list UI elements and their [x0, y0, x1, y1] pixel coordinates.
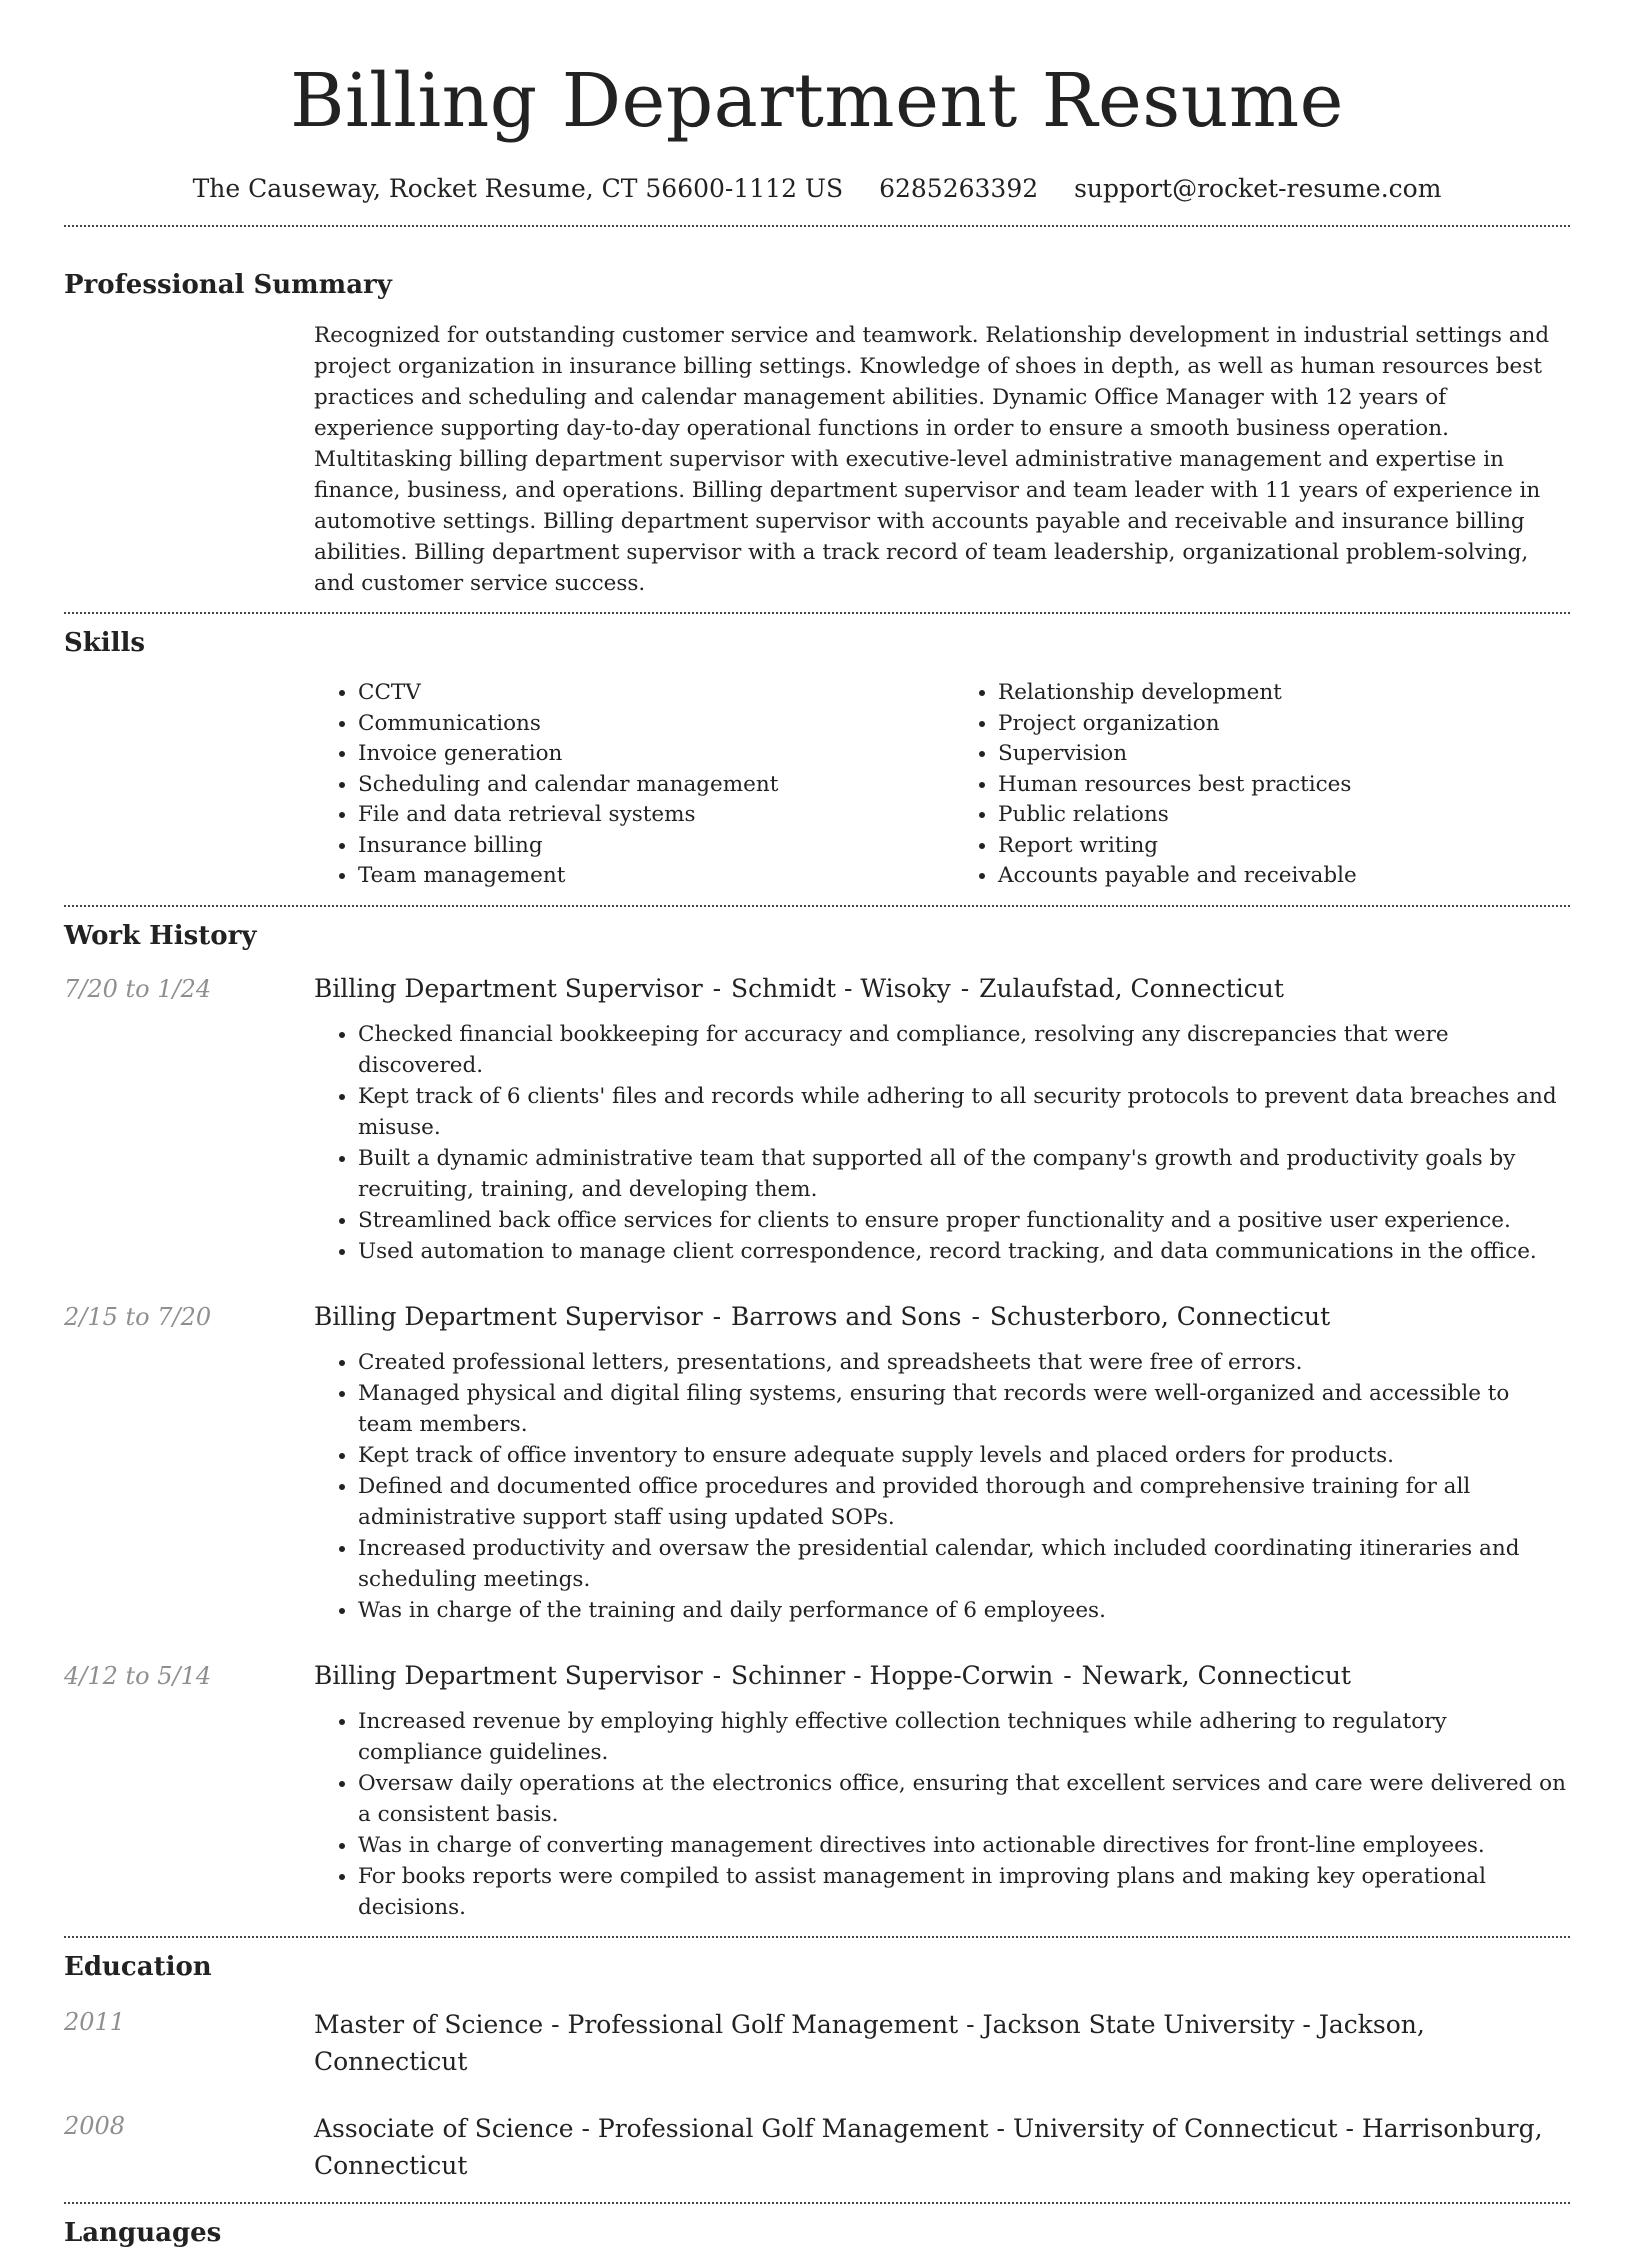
- job-bullet: • Was in charge of the training and daily performance of 6 employees.: [358, 1595, 1570, 1626]
- job-title: Billing Department Supervisor: [314, 1301, 703, 1331]
- page-title: Billing Department Resume: [290, 58, 1344, 144]
- job-bullet: • Kept track of 6 clients' files and records while adhering to all security protocols to prevent data breaches and misuse.: [358, 1081, 1570, 1143]
- education-heading: Education: [64, 1951, 212, 1982]
- skill-item: • Communications: [358, 709, 928, 740]
- job-bullets: [314, 1347, 1570, 1626]
- section-divider: [64, 612, 1570, 614]
- section-divider: [64, 2202, 1570, 2204]
- education-location: Jackson, Connecticut: [314, 2009, 1425, 2076]
- job-bullet: • Streamlined back office services for clients to ensure proper functionality and a positive user experience.: [358, 1205, 1570, 1236]
- separator: -: [960, 973, 970, 1003]
- skill-item: • Invoice generation: [358, 739, 928, 770]
- separator: -: [712, 973, 722, 1003]
- summary-body: [314, 320, 1570, 599]
- job-company: Schinner - Hoppe-Corwin: [731, 1660, 1054, 1690]
- job-bullet: • Oversaw daily operations at the electronics office, ensuring that excellent services and care were delivered on a consistent basis.: [358, 1768, 1570, 1830]
- education-school: Jackson State University: [982, 2009, 1295, 2039]
- contact-address: The Causeway, Rocket Resume, CT 56600-1112 US: [192, 174, 844, 203]
- skills-row: [64, 678, 1570, 892]
- contact-phone: 6285263392: [879, 174, 1039, 203]
- education-body: [314, 2006, 1570, 2080]
- education-section: [64, 1950, 1570, 2184]
- separator: -: [996, 2113, 1005, 2143]
- skill-item: • CCTV: [358, 678, 928, 709]
- job-body: [314, 1301, 1570, 1626]
- education-school: University of Connecticut: [1012, 2113, 1338, 2143]
- job-bullet: • Increased productivity and oversaw the presidential calendar, which included coordinating itineraries and scheduling meetings.: [358, 1533, 1570, 1595]
- work-history-heading: Work History: [64, 920, 257, 951]
- languages-heading: Languages: [64, 2217, 222, 2248]
- job-heading: [314, 973, 1570, 1005]
- job-bullet: • Created professional letters, presentations, and spreadsheets that were free of errors.: [358, 1347, 1570, 1378]
- job-company: Schmidt - Wisoky: [731, 973, 951, 1003]
- skill-item: • Relationship development: [998, 678, 1568, 709]
- section-divider: [64, 1936, 1570, 1938]
- separator: -: [712, 1660, 722, 1690]
- education-degree: Associate of Science: [314, 2113, 574, 2143]
- skill-item: • Human resources best practices: [998, 770, 1568, 801]
- education-field: Professional Golf Management: [567, 2009, 959, 2039]
- job-heading: [314, 1301, 1570, 1333]
- education-year: 2011: [64, 2007, 126, 2036]
- job-title: Billing Department Supervisor: [314, 1660, 703, 1690]
- separator: -: [551, 2009, 560, 2039]
- job-bullets: [314, 1706, 1570, 1923]
- separator: -: [966, 2009, 975, 2039]
- resume-page: [64, 0, 1570, 2248]
- job-entry: [64, 1301, 1570, 1626]
- skill-item: • Report writing: [998, 831, 1568, 862]
- job-title: Billing Department Supervisor: [314, 973, 703, 1003]
- job-heading: [314, 1660, 1570, 1692]
- job-company: Barrows and Sons: [731, 1301, 962, 1331]
- summary-section: [64, 268, 1570, 599]
- skill-item: • Team management: [358, 861, 928, 892]
- skill-item: • Insurance billing: [358, 831, 928, 862]
- contact-email: support@rocket-resume.com: [1074, 174, 1442, 203]
- education-field: Professional Golf Management: [597, 2113, 989, 2143]
- separator: -: [581, 2113, 590, 2143]
- section-divider: [64, 905, 1570, 907]
- job-bullet: • Kept track of office inventory to ensure adequate supply levels and placed orders for products.: [358, 1440, 1570, 1471]
- contact-line: [64, 174, 1570, 204]
- job-bullet: • Increased revenue by employing highly effective collection techniques while adhering to regulatory compliance guidelines.: [358, 1706, 1570, 1768]
- skill-item: • Scheduling and calendar management: [358, 770, 928, 801]
- job-body: [314, 973, 1570, 1267]
- separator: -: [1302, 2009, 1311, 2039]
- education-degree: Master of Science: [314, 2009, 544, 2039]
- job-bullets: [314, 1019, 1570, 1267]
- skills-body: [314, 678, 1570, 892]
- education-year: 2008: [64, 2111, 126, 2140]
- languages-section: [64, 2216, 1570, 2250]
- work-history-section: [64, 919, 1570, 1923]
- summary-text: Recognized for outstanding customer service and teamwork. Relationship development in industrial settings and project organization in insurance billing settings. Knowledge of shoes in depth, as well as human resources best practices and scheduling and calendar management abilities. Dynamic Office Manager with 12 years of experience supporting day-to-day operational functions in order to ensure a smooth business operation. Multitasking billing department supervisor with executive-level administrative management and expertise in finance, business, and operations. Billing department supervisor and team leader with 11 years of experience in automotive settings. Billing department supervisor with accounts payable and receivable and insurance billing abilities. Billing department supervisor with a track record of team leadership, organizational problem-solving, and customer service success.: [314, 323, 1550, 596]
- skill-item: • Accounts payable and receivable: [998, 861, 1568, 892]
- job-bullet: • Built a dynamic administrative team that supported all of the company's growth and productivity goals by recruiting, training, and developing them.: [358, 1143, 1570, 1205]
- job-bullet: • Defined and documented office procedures and provided thorough and comprehensive training for all administrative support staff using updated SOPs.: [358, 1471, 1570, 1533]
- job-dates: 4/12 to 5/14: [64, 1661, 212, 1690]
- education-body: [314, 2110, 1570, 2184]
- job-entry: [64, 1660, 1570, 1923]
- skill-item: • Supervision: [998, 739, 1568, 770]
- skill-item: • File and data retrieval systems: [358, 800, 928, 831]
- education-entry: [64, 2110, 1570, 2184]
- job-bullet: • Was in charge of converting management directives into actionable directives for front-line employees.: [358, 1830, 1570, 1861]
- job-bullet: • Managed physical and digital filing systems, ensuring that records were well-organized and accessible to team members.: [358, 1378, 1570, 1440]
- summary-row: [64, 320, 1570, 599]
- summary-heading: Professional Summary: [64, 270, 392, 300]
- job-bullet: • Checked financial bookkeeping for accuracy and compliance, resolving any discrepancies that were discovered.: [358, 1019, 1570, 1081]
- job-location: Zulaufstad, Connecticut: [979, 973, 1284, 1003]
- skills-columns: [314, 678, 1570, 892]
- education-location: Harrisonburg, Connecticut: [314, 2113, 1543, 2180]
- job-bullet: • For books reports were compiled to assist management in improving plans and making key operational decisions.: [358, 1861, 1570, 1923]
- summary-left-spacer: [64, 320, 314, 599]
- job-dates: 2/15 to 7/20: [64, 1302, 212, 1331]
- separator: -: [1345, 2113, 1354, 2143]
- job-body: [314, 1660, 1570, 1923]
- education-entry: [64, 2006, 1570, 2080]
- separator: -: [971, 1301, 980, 1331]
- job-location: Newark, Connecticut: [1081, 1660, 1351, 1690]
- job-dates: 7/20 to 1/24: [64, 974, 212, 1003]
- skills-section: [64, 626, 1570, 892]
- separator: -: [1063, 1660, 1072, 1690]
- skill-item: • Public relations: [998, 800, 1568, 831]
- skills-list-right: [928, 678, 1568, 892]
- section-divider: [64, 225, 1570, 227]
- skills-heading: Skills: [64, 628, 146, 658]
- skills-list-left: [314, 678, 928, 892]
- skill-item: • Project organization: [998, 709, 1568, 740]
- skills-left-spacer: [64, 678, 314, 892]
- job-bullet: • Used automation to manage client correspondence, record tracking, and data communications in the office.: [358, 1236, 1570, 1267]
- job-entry: [64, 973, 1570, 1267]
- job-location: Schusterboro, Connecticut: [989, 1301, 1331, 1331]
- separator: -: [712, 1301, 722, 1331]
